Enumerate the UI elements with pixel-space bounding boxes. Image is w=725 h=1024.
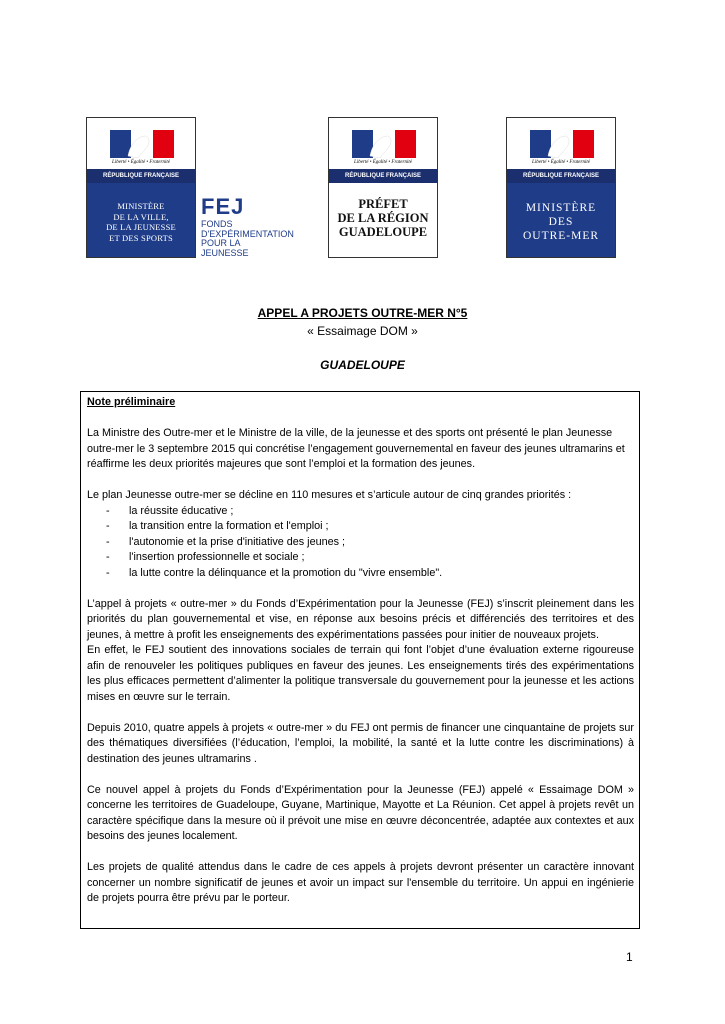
republique-header (329, 118, 437, 176)
ministere-line: ET DES SPORTS (109, 232, 173, 243)
fej-title: FEJ (201, 194, 245, 219)
logo-ministere-ville (86, 117, 196, 258)
note-paragraph: L’appel à projets « outre-mer » du Fonds d’Expérimentation pour la Jeunesse (FEJ) s’inscrit pleinement dans les priorités du plan gouvernemental et vise, en réponse aux besoins précis et différenciés des territoires et des jeunes, à mettre à profit les enseignements des expérimentations passées pour initier de nouveaux projets. (87, 597, 634, 641)
note-title: Note préliminaire (87, 396, 176, 408)
logo-ministere-outre-mer (506, 117, 616, 258)
ministere-line: DE LA VILLE, (113, 211, 169, 222)
prefet-line: DE LA RÉGION (337, 211, 429, 225)
note-paragraph: En effet, le FEJ soutient des innovations sociales de terrain qui font l’objet d’une évaluation externe rigoureuse afin de renouveler les politiques publiques en faveur des jeunes. Les enseignements tirés des expérimentations les plus efficaces permettent d’alimenter la politique transversale du gouvernement pour la jeunesse et les actions mises en œuvre sur le terrain. (87, 644, 634, 703)
priorities-list (87, 504, 634, 582)
fej-logo (201, 196, 311, 260)
ministere-line: DE LA JEUNESSE (106, 222, 176, 232)
note-paragraph: Les projets de qualité attendus dans le cadre de ces appels à projets devront présenter un caractère innovant concerner un nombre significatif de jeunes et avoir un impact sur l'ensemble du territoire. Un appui en ingénierie de projets pourra être prévu par le porteur. (87, 861, 634, 904)
marianne-flag-icon (110, 130, 174, 158)
fej-subtitle (201, 220, 311, 258)
prefet-block (329, 183, 437, 257)
list-item: - l'autonomie et la prise d'initiative des jeunes ; (87, 535, 634, 551)
fej-subtitle-line: JEUNESSE (201, 247, 249, 258)
ministere-line: MINISTÈRE (117, 201, 165, 211)
ministere-block (87, 183, 195, 257)
page-number: 1 (626, 950, 633, 964)
fej-subtitle-line: FONDS (201, 219, 233, 229)
republique-motto: Liberté • Égalité • Fraternité (112, 160, 170, 165)
list-item: - la réussite éducative ; (87, 504, 634, 520)
list-item: - l'insertion professionnelle et sociale ; (87, 550, 634, 566)
document-region: GUADELOUPE (320, 358, 405, 372)
republique-name: RÉPUBLIQUE FRANÇAISE (329, 169, 437, 183)
list-item: - la lutte contre la délinquance et la promotion du "vivre ensemble". (87, 566, 634, 582)
ministere-om-line: DES (548, 216, 574, 228)
note-paragraph: Ce nouvel appel à projets du Fonds d’Expérimentation pour la Jeunesse (FEJ) appelé « Essaimage DOM » concerne les territoires de Guadeloupe, Guyane, Martinique, Mayotte et La Réunion. Cet appel à projets revêt un caractère spécifique dans la mesure où il prévoit une mise en œuvre déconcentrée, adaptée aux contextes et aux besoins des jeunes localement. (87, 783, 634, 842)
fej-subtitle-line: D'EXPÉRIMENTATION (201, 228, 294, 239)
fej-subtitle-line: POUR LA (201, 238, 241, 248)
document-title: APPEL A PROJETS OUTRE-MER N°5 (257, 306, 468, 320)
republique-motto: Liberté • Égalité • Fraternité (532, 160, 590, 165)
prefet-line: GUADELOUPE (338, 225, 428, 239)
ministere-om-line: MINISTÈRE (525, 202, 597, 214)
note-paragraph: La Ministre des Outre-mer et le Ministre de la ville, de la jeunesse et des sports ont présenté le plan Jeunesse outre-mer le 3 septembre 2015 qui concrétise l’engagement gouvernemental en faveur des jeunes ultramarins et réaffirme les deux priorités majeures que sont l’emploi et la formation des jeunes. (87, 427, 625, 470)
republique-header (87, 118, 195, 176)
prefet-line: PRÉFET (358, 197, 408, 211)
republique-name: RÉPUBLIQUE FRANÇAISE (507, 169, 615, 183)
republique-header (507, 118, 615, 176)
republique-motto: Liberté • Égalité • Fraternité (354, 160, 412, 165)
marianne-flag-icon (530, 130, 594, 158)
list-item: - la transition entre la formation et l'emploi ; (87, 519, 634, 535)
document-subtitle: « Essaimage DOM » (307, 324, 418, 338)
logo-prefet-guadeloupe (328, 117, 438, 258)
marianne-flag-icon (352, 130, 416, 158)
note-paragraph: Le plan Jeunesse outre-mer se décline en 110 mesures et s’articule autour de cinq grandes priorités : (87, 489, 572, 501)
note-paragraph: Depuis 2010, quatre appels à projets « outre-mer » du FEJ ont permis de financer une cinquantaine de projets sur des thématiques diversifiées (l’éducation, l’emploi, la mobilité, la santé et la lutte contre les discriminations) à destination des jeunes ultramarins . (87, 721, 634, 765)
ministere-om-line: OUTRE-MER (522, 230, 600, 242)
note-content (87, 395, 634, 907)
ministere-om-block (507, 183, 615, 257)
republique-name: RÉPUBLIQUE FRANÇAISE (87, 169, 195, 183)
